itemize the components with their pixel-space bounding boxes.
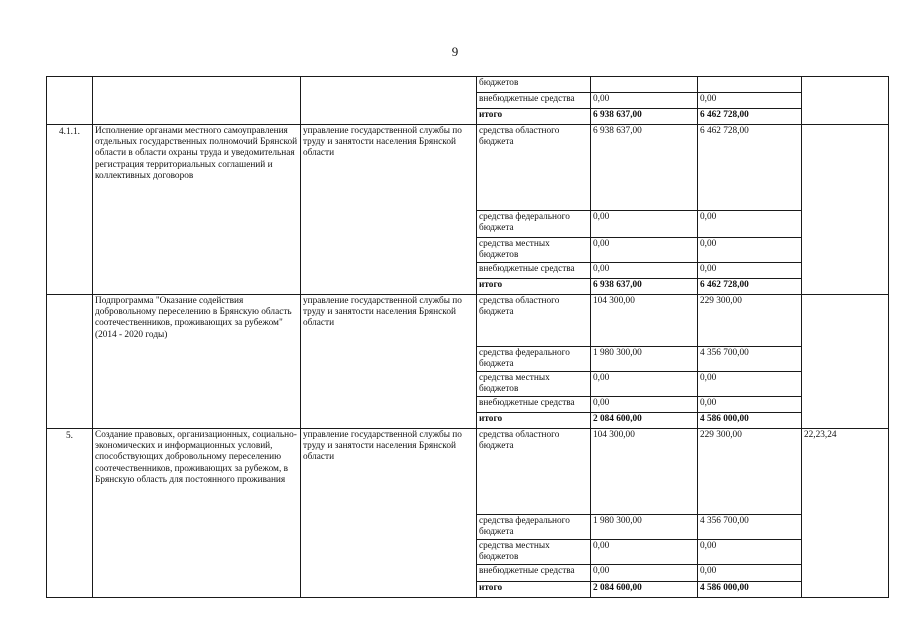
cell-y2020-total: 6 462 728,00 [697,108,801,124]
cell-executor: управление государственной службы по труду и занятости населения Брянской области [300,124,476,294]
cell-y2020: 0,00 [697,262,801,278]
cell-source: средства областного бюджета [476,124,590,210]
cell-y2019: 1 980 300,00 [590,514,697,539]
cell-source-total: итого [476,278,590,294]
cell-y2019: 104 300,00 [590,294,697,346]
cell-source: средства областного бюджета [476,428,590,514]
cell-y2019: 0,00 [590,92,697,108]
cell-source: средства областного бюджета [476,294,590,346]
table-border-bottom [46,597,889,598]
cell-source: внебюджетные средства [476,262,590,278]
cell-source: внебюджетные средства [476,396,590,412]
cell-source-total: итого [476,581,590,598]
cell-y2020: 0,00 [697,539,801,564]
cell-number: 5. [46,428,92,598]
cell-executor: управление государственной службы по труду и занятости населения Брянской области [300,428,476,598]
cell-source: средства федерального бюджета [476,514,590,539]
cell-y2020: 0,00 [697,371,801,396]
cell-executor [300,76,476,124]
cell-y2019-total: 2 084 600,00 [590,581,697,598]
cell-y2020: 229 300,00 [697,294,801,346]
cell-y2020-total: 4 586 000,00 [697,581,801,598]
cell-y2019: 0,00 [590,237,697,262]
cell-indicators [801,294,889,428]
cell-y2019: 0,00 [590,564,697,581]
cell-y2020: 4 356 700,00 [697,514,801,539]
cell-source: средства федерального бюджета [476,210,590,237]
cell-y2020: 0,00 [697,564,801,581]
cell-y2020-total: 6 462 728,00 [697,278,801,294]
cell-y2019-total: 6 938 637,00 [590,278,697,294]
cell-y2019: 0,00 [590,210,697,237]
cell-y2020-total: 4 586 000,00 [697,412,801,428]
cell-y2020: 0,00 [697,210,801,237]
cell-y2019: 6 938 637,00 [590,124,697,210]
cell-y2020: 229 300,00 [697,428,801,514]
cell-indicators [801,76,889,124]
cell-source: средства местных бюджетов [476,237,590,262]
cell-source: внебюджетные средства [476,564,590,581]
cell-y2019: 104 300,00 [590,428,697,514]
cell-title: Подпрограмма "Оказание содействия добровольному переселению в Брянскую область соотечественников, проживающих за рубежом" (2014 - 2020 годы) [92,294,300,428]
cell-y2020: 6 462 728,00 [697,124,801,210]
cell-y2020: 0,00 [697,396,801,412]
page-number: 9 [451,44,459,59]
cell-y2020: 0,00 [697,237,801,262]
table-border-right [888,76,889,598]
cell-number [46,76,92,124]
cell-y2019: 0,00 [590,539,697,564]
cell-y2020: 4 356 700,00 [697,346,801,371]
cell-y2019: 0,00 [590,262,697,278]
cell-y2020: 0,00 [697,92,801,108]
cell-source: средства местных бюджетов [476,539,590,564]
cell-source: внебюджетные средства [476,92,590,108]
cell-y2019-total: 6 938 637,00 [590,108,697,124]
cell-source: бюджетов [476,76,590,92]
cell-source-total: итого [476,412,590,428]
budget-table [46,76,889,598]
cell-title [92,76,300,124]
cell-number [46,294,92,428]
cell-source: средства местных бюджетов [476,371,590,396]
cell-y2019: 0,00 [590,396,697,412]
cell-y2019-total: 2 084 600,00 [590,412,697,428]
cell-y2020 [697,76,801,92]
cell-title: Создание правовых, организационных, социально-экономических и информационных условий, способствующих добровольному переселению соотечественников, проживающих за рубежом, в Брянскую область для постоянного проживания [92,428,300,598]
cell-indicators: 22,23,24 [801,428,889,598]
cell-source: средства федерального бюджета [476,346,590,371]
cell-source-total: итого [476,108,590,124]
cell-title: Исполнение органами местного самоуправления отдельных государственных полномочий Брянской области в области охраны труда и уведомительная регистрация территориальных соглашений и коллективных договоров [92,124,300,294]
cell-executor: управление государственной службы по труду и занятости населения Брянской области [300,294,476,428]
cell-number: 4.1.1. [46,124,92,294]
cell-y2019: 0,00 [590,371,697,396]
cell-y2019 [590,76,697,92]
cell-y2019: 1 980 300,00 [590,346,697,371]
cell-indicators [801,124,889,294]
